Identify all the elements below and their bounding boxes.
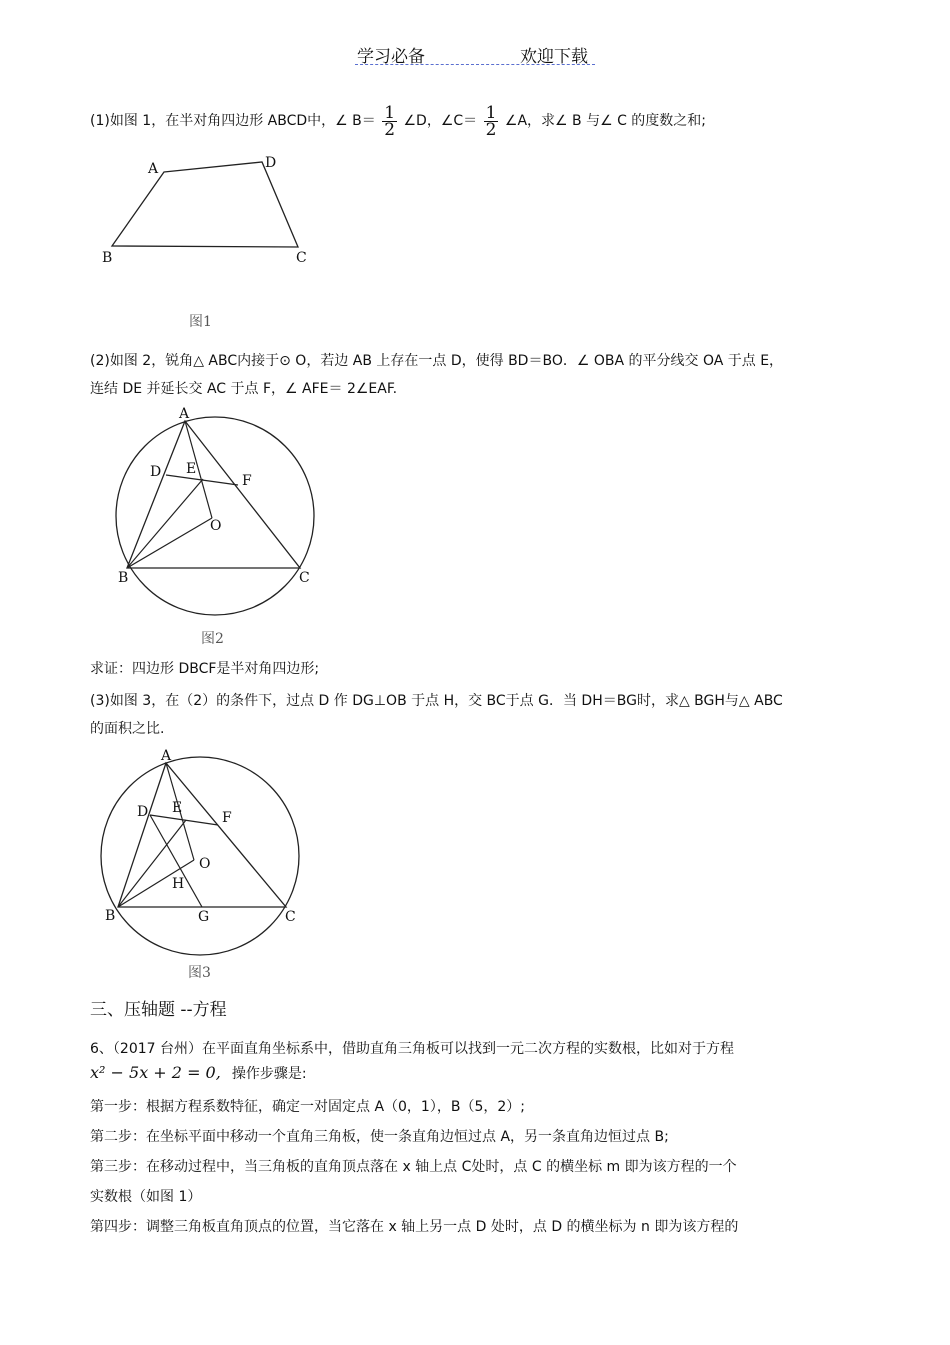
question-6-equation-line [90,1063,307,1083]
fig1-label-d: D [265,155,277,171]
equation: x² − 5x + 2 = 0, [90,1063,221,1082]
step-2: 第二步：在坐标平面中移动一个直角三角板，使一条直角边恒过点 A，另一条直角边恒过点 B; [90,1129,669,1145]
step-1: 第一步：根据方程系数特征，确定一对固定点 A（0，1），B（5，2）; [90,1099,525,1115]
fig2-label-c: C [299,570,310,586]
fig2-label-o: O [210,518,222,534]
fraction-1-denominator: 2 [384,119,396,140]
fig3-triangle-abc [118,763,286,907]
fig3-label-c: C [285,909,296,925]
step-3-line-1: 第三步：在移动过程中，当三角板的直角顶点落在 x 轴上点 C处时，点 C 的横坐标 m 即为该方程的一个 [90,1159,737,1175]
fig2-label-e: E [186,461,197,477]
question-1-text-b: ∠D，∠C＝ [403,113,478,129]
step-3-line-2: 实数根（如图 1） [90,1189,202,1205]
fig1-label-c: C [296,250,307,266]
fig3-label-e: E [172,800,183,816]
question-6-intro: 6、（2017 台州）在平面直角坐标系中，借助直角三角板可以找到一元二次方程的实数根，比如对于方程 [90,1041,734,1057]
proof-statement: 求证：四边形 DBCF是半对角四边形; [90,661,320,677]
fig2-label-a: A [179,406,190,422]
fig3-label-f: F [222,810,232,826]
fig3-segment-dg [150,815,202,907]
fig2-label-f: F [242,473,252,489]
equation-follow-text: 操作步骤是: [231,1066,307,1082]
header-left: 学习必备 [357,47,425,67]
fraction-2-denominator: 2 [485,119,497,140]
fig3-label-a: A [161,748,172,764]
fig3-label-g: G [198,909,210,925]
question-2-line-1: (2)如图 2，锐角△ ABC内接于⊙ O，若边 AB 上存在一点 D，使得 BD＝BO．∠ OBA 的平分线交 OA 于点 E， [90,353,784,369]
figure-1-caption: 图1 [189,314,212,330]
question-1-text-c: ∠A，求∠ B 与∠ C 的度数之和; [504,113,707,129]
fig1-label-b: B [102,250,113,266]
fig3-label-h: H [172,876,185,892]
section-heading: 三、压轴题 --方程 [90,1000,227,1020]
fig3-segment-be [118,820,186,907]
fig1-label-a: A [148,161,159,177]
question-3-line-2: 的面积之比. [90,721,165,737]
question-3-line-1: (3)如图 3，在（2）的条件下，过点 D 作 DG⊥OB 于点 H，交 BC于点 G．当 DH＝BG时，求△ BGH与△ ABC [90,693,783,709]
fig3-label-o: O [199,856,211,872]
fig3-label-d: D [137,804,149,820]
step-4: 第四步：调整三角板直角顶点的位置，当它落在 x 轴上另一点 D 处时，点 D 的横坐标为 n 即为该方程的 [90,1219,739,1235]
figure-3-caption: 图3 [188,965,211,981]
question-2-line-2: 连结 DE 并延长交 AC 于点 F，∠ AFE＝ 2∠EAF. [90,381,398,397]
question-1-text-a: (1)如图 1，在半对角四边形 ABCD中，∠ B＝ [90,113,376,129]
fig2-label-b: B [118,570,129,586]
fig2-label-d: D [150,464,162,480]
figure-2-caption: 图2 [201,631,224,647]
fraction-2-numerator: 1 [485,102,497,123]
fraction-1-numerator: 1 [384,102,396,123]
header-right: 欢迎下载 [520,47,588,67]
fig3-label-b: B [105,908,116,924]
